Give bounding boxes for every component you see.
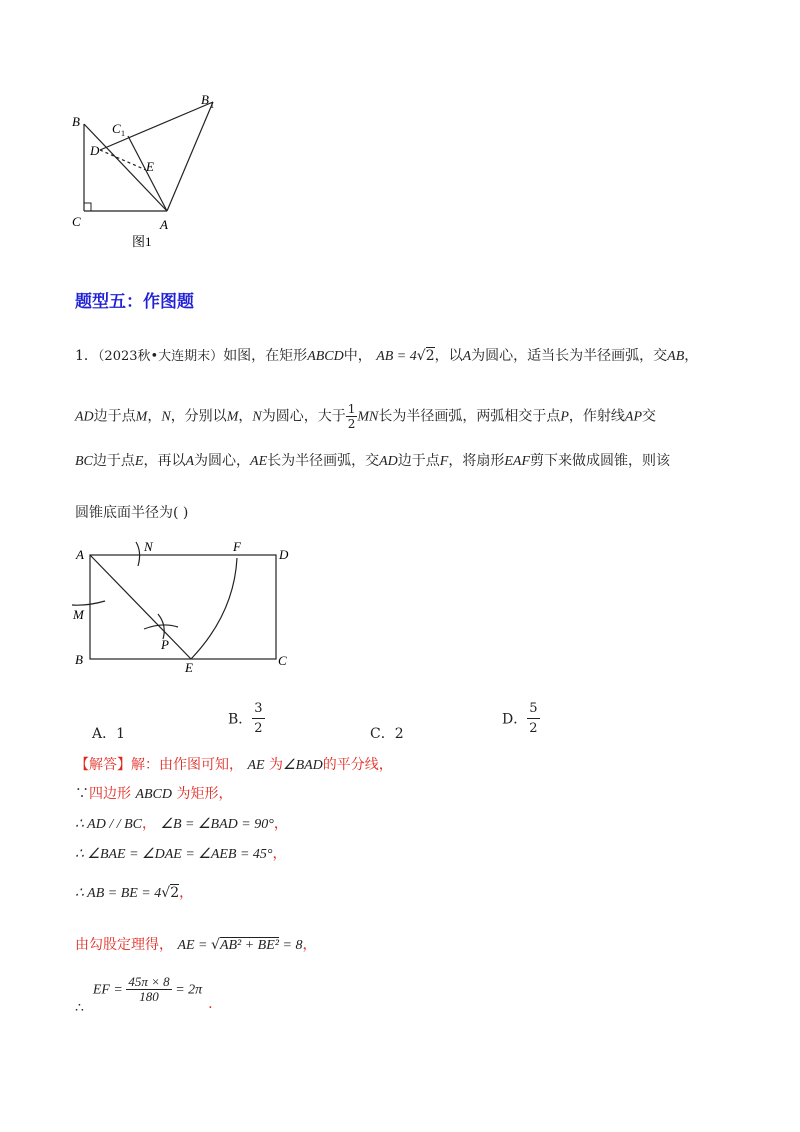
label-b: B [72, 114, 80, 129]
text: 如图，在矩形 [223, 348, 308, 364]
math-mn: MN [357, 409, 379, 425]
text: ，分别以 [170, 408, 227, 425]
label-a: A [76, 547, 84, 562]
frac-num: 1 [347, 402, 356, 416]
text: ， [238, 408, 253, 425]
math-ad-parallel-bc: ∴ AD / / BC [75, 817, 142, 832]
text: ，将扇形 [448, 453, 505, 469]
label-c: C [72, 214, 81, 229]
solution-line-2 [75, 783, 232, 803]
text: 四边形 [89, 786, 131, 802]
frac-num: 3 [254, 701, 263, 716]
math-eaf: EAF [504, 454, 531, 469]
answer-blank: ( ) [173, 505, 189, 521]
arc-n [136, 542, 140, 566]
problem-source: （2023秋•大连期末） [97, 349, 224, 364]
frac-num: 45π × 8 [128, 974, 170, 989]
option-letter: A． [92, 726, 117, 742]
text: 为圆心，适当长为半径画弧，交 [471, 348, 668, 364]
section-heading: 题型五：作图题 [75, 292, 194, 312]
label-e: E [146, 159, 154, 174]
solution-tag: 【解答】 [75, 757, 131, 773]
problem-line-4 [75, 502, 188, 522]
math-ab-eq: AB = 4 [376, 349, 417, 364]
text: 的平分线， [322, 757, 393, 773]
math-m: M [226, 409, 239, 425]
text: ， [179, 885, 194, 901]
math-abcd: ABCD [307, 349, 344, 364]
solution-line-4 [75, 843, 287, 863]
option-value: 2 [394, 726, 404, 742]
math-p: P [560, 409, 569, 425]
text: ，再以 [143, 453, 186, 469]
text: ，以 [434, 348, 463, 364]
math-ef-eq: EF = [92, 982, 127, 998]
math-abcd: ABCD [135, 787, 173, 802]
text: ， [273, 816, 288, 832]
option-c [370, 723, 404, 743]
solution-line-3 [75, 813, 288, 833]
label-b: B [75, 652, 83, 667]
period: . [208, 995, 213, 1012]
problem-number: 1． [75, 348, 98, 364]
segment-ba [84, 124, 167, 211]
text: 边于点 [92, 453, 135, 469]
math-e: E [134, 454, 144, 469]
figure-1 [60, 88, 230, 253]
option-fraction [527, 700, 539, 737]
frac-den: 2 [254, 721, 263, 736]
text: 为圆心，大于 [261, 408, 346, 425]
option-letter: B． [228, 711, 253, 728]
label-c1-sub: 1 [121, 129, 125, 138]
math-angle-bad: ∠BAD [283, 758, 323, 773]
because-symbol: ∵ [75, 786, 89, 802]
text: 圆锥底面半径为 [75, 505, 173, 521]
text: 为矩形， [176, 786, 233, 802]
math-ae-eq: AE = [177, 938, 212, 953]
math-sqrt-2: 2 [425, 348, 435, 364]
fraction-arc-length [126, 975, 171, 1004]
text: 剪下来做成圆锥，则该 [530, 453, 671, 469]
text: 由勾股定理得， [75, 937, 173, 953]
problem-line-2 [75, 402, 656, 431]
math-m: M [135, 409, 148, 425]
arc-m [72, 601, 105, 605]
fraction-one-half [346, 402, 358, 431]
label-b1-sub: 1 [210, 101, 214, 110]
frac-den: 180 [139, 989, 159, 1004]
math-ae: AE [250, 454, 268, 469]
label-n: N [144, 539, 153, 554]
problem-line-1 [75, 345, 698, 365]
option-fraction [252, 700, 264, 737]
text: ，作射线 [568, 408, 625, 425]
sqrt-sign: √ [416, 348, 426, 364]
problem-line-3 [75, 450, 670, 470]
math-bc: BC [75, 454, 93, 469]
option-d [502, 700, 540, 737]
option-letter: D． [502, 711, 528, 728]
solution-line-5 [75, 882, 193, 902]
math-a: A [462, 349, 472, 364]
label-b1: B [201, 92, 209, 107]
segment-de-dashed [100, 150, 146, 170]
solution-line-6 [75, 934, 316, 954]
text: ， [142, 816, 156, 832]
label-c1: C [112, 121, 121, 136]
math-angle-b: ∠B = ∠BAD = 90° [160, 817, 274, 832]
solution-line-1 [75, 754, 393, 774]
option-b [228, 700, 265, 737]
text: ， [147, 408, 162, 425]
arc-ef [191, 558, 237, 659]
math-ad: AD [379, 454, 398, 469]
option-letter: C． [370, 726, 395, 742]
label-a: A [160, 217, 168, 232]
math-ae: AE [247, 758, 265, 773]
text: 长为半径画弧，两弧相交于点 [378, 408, 561, 425]
frac-den: 2 [529, 721, 538, 736]
text: ， [272, 846, 287, 862]
math-sqrt-2: 2 [170, 885, 180, 901]
text: 为 [269, 757, 284, 773]
math-radicand: AB² + BE² [219, 938, 279, 953]
label-d: D [279, 547, 289, 562]
math-eq-8: = 8 [279, 938, 303, 953]
label-p: P [161, 637, 169, 652]
option-value: 1 [116, 726, 126, 742]
text: 边于点 [93, 408, 136, 425]
text: 长为半径画弧，交 [267, 453, 380, 469]
label-e: E [185, 660, 193, 675]
ray-ap [90, 555, 191, 659]
text: ， [302, 937, 317, 953]
math-n: N [161, 409, 171, 425]
label-m: M [73, 607, 84, 622]
math-ab: AB [667, 349, 685, 364]
math-ad: AD [75, 409, 94, 425]
figure-1-caption: 图1 [132, 234, 152, 249]
frac-num: 5 [529, 701, 538, 716]
option-a [92, 723, 125, 743]
label-d: D [90, 143, 100, 158]
math-n: N [252, 409, 262, 425]
text: 解：由作图可知， [131, 757, 243, 773]
text: ， [684, 348, 699, 364]
figure-2 [68, 534, 308, 679]
rectangle-abcd [90, 555, 276, 659]
text: 边于点 [397, 453, 440, 469]
math-angles-45: ∴ ∠BAE = ∠DAE = ∠AEB = 45° [75, 847, 273, 862]
text: 为圆心， [194, 453, 251, 469]
right-angle-mark [84, 203, 91, 211]
therefore-symbol: ∴ [75, 999, 84, 1016]
frac-den: 2 [347, 417, 356, 431]
math-a: A [185, 454, 195, 469]
math-f: F [439, 454, 449, 469]
math-eq-2pi: = 2π [171, 982, 203, 998]
sqrt-sign: √ [211, 937, 220, 953]
label-c: C [278, 653, 287, 668]
solution-line-7 [75, 974, 213, 1016]
text: 中， [343, 348, 372, 364]
label-f: F [233, 539, 241, 554]
text: 交 [642, 408, 657, 425]
math-ap: AP [624, 409, 643, 425]
sqrt-sign: √ [161, 885, 171, 901]
math-ab-be: ∴ AB = BE = 4 [75, 886, 162, 901]
